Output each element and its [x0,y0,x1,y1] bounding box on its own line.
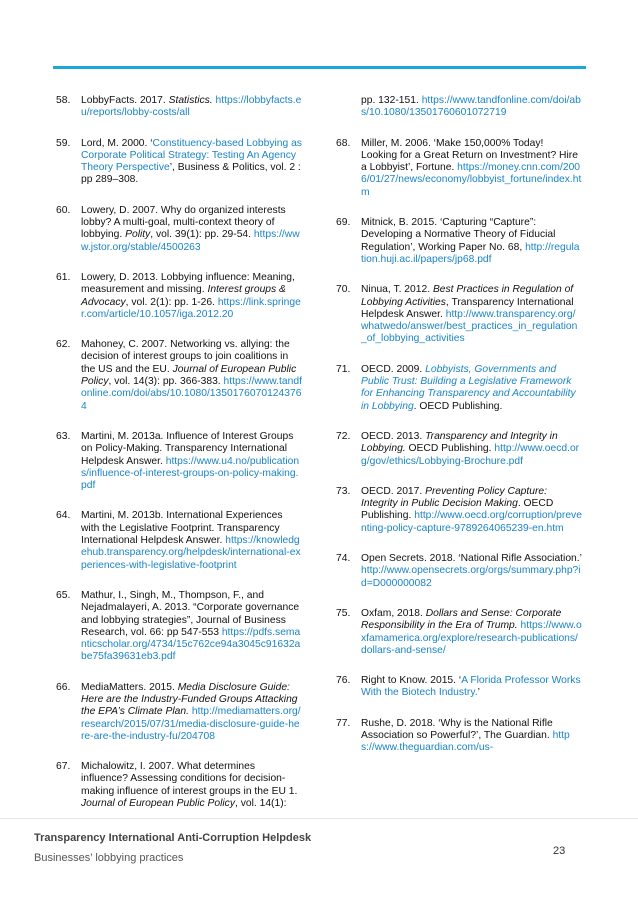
reference-number: 65. [56,589,71,601]
reference-text: Lowery, D. 2013. Lobbying influence: Meaning, measurement and missing. [81,271,295,296]
reference-title: Statistics. [168,95,213,106]
reference-item [336,431,582,468]
reference-link[interactable]: https://knowledgehub.transparency.org/helpdesk/international-experiences-with-legislative-footprint [81,535,301,571]
reference-title: Transparency and Integrity in Lobbying. [361,430,558,455]
reference-title: Best Practices in Regulation of Lobbying Activities [361,284,574,308]
reference-text: , vol. 39(1): pp. 29-54. [150,229,254,241]
reference-link[interactable]: https://www.tandfonline.com/doi/abs/10.1080/13501760701243764 [81,376,302,412]
reference-item [56,510,302,571]
reference-item [336,138,582,199]
reference-link[interactable]: http://mediamatters.org/research/2015/07/31/media-disclosure-guide-here-are-the-industry-fu/204708 [81,706,301,742]
reference-item [336,553,582,590]
reference-link[interactable]: http://www.transparency.org/whatwedo/answer/best_practices_in_regulation_of_lobbying_activities [361,308,578,345]
reference-item [56,339,302,413]
reference-text: , vol. 14(1): [234,798,287,810]
reference-link[interactable]: https://www.u4.no/publications/influence-of-interest-groups-on-policy-making.pdf [81,455,300,492]
reference-text: Michalowitz, I. 2007. What determines influence? Assessing conditions for decision-making influence of interest groups in the EU 1. [81,761,298,797]
reference-text: Lowery, D. 2007. Why do organized interests lobby? A multi-goal, multi-context theory of lobbying. [81,204,286,241]
reference-text: OECD. 2009. [361,363,426,375]
reference-item [56,761,302,810]
reference-text: Mathur, I., Singh, M., Thompson, F., and Nejadmalayeri, A. 2013. “Corporate governance and lobbying strategies”, Journal of Business Research, vol. 66: pp 547-553 [81,589,300,638]
reference-title: Journal of European Public Policy [81,798,235,810]
reference-link[interactable]: http://www.oecd.org/gov/ethics/Lobbying-Brochure.pdf [361,443,580,467]
reference-number: 68. [336,137,351,149]
reference-number: 77. [336,717,351,729]
reference-item [336,95,582,120]
reference-item [56,431,302,492]
header-rule [53,66,586,69]
reference-link[interactable]: https://www.tandfonline.com/doi/abs/10.1080/13501760601072719 [361,95,581,119]
reference-number: 74. [336,553,351,565]
reference-number: 63. [56,430,71,442]
footer-document-title: Businesses’ lobbying practices [34,852,184,864]
reference-number: 62. [56,339,71,351]
reference-text: Rushe, D. 2018. ‘Why is the National Rifle Association so Powerful?’, The Guardian. [361,717,553,741]
footer-organization: Transparency International Anti-Corruption Helpdesk [34,832,312,844]
reference-link[interactable]: https://www.jstor.org/stable/4500263 [81,229,300,253]
reference-linked-title[interactable]: Lobbyists, Governments and Public Trust: Building a Legislative Framework for Enhancing Transparency and Accountability in Lobbying [361,363,576,412]
reference-text: Ninua, T. 2012. [361,284,433,296]
reference-link[interactable]: http://www.opensecrets.org/orgs/summary.php?id=D000000082 [361,565,581,589]
reference-item [336,284,582,345]
reference-text: , vol. 2(1): pp. 1-26. [125,296,218,308]
reference-title: Polity [125,229,151,241]
reference-link[interactable]: http://regulation.huji.ac.il/papers/jp68.pdf [361,241,580,265]
reference-text: Lord, M. 2000. ‘ [81,137,153,149]
reference-text: Mahoney, C. 2007. Networking vs. allying: the decision of interest groups to join coalitions in the US and the EU. [81,339,290,375]
reference-text: ’ [477,687,480,699]
reference-text: Open Secrets. 2018. ‘National Rifle Association.’ [361,553,582,565]
reference-item [56,272,302,321]
reference-number: 60. [56,204,71,216]
reference-text: Martini, M. 2013a. Influence of Interest Groups on Policy-Making. Transparency International Helpdesk Answer. [81,430,294,467]
reference-text: Miller, M. 2006. ‘Make 150,000% Today! Looking for a Great Return on Investment? Hire a Lobbyist’, Fortune. [361,137,578,174]
reference-text: , Transparency International Helpdesk Answer. [361,296,574,320]
reference-text: Oxfam, 2018. [361,607,426,619]
reference-number: 58. [56,95,71,106]
reference-number: 61. [56,271,71,283]
reference-title: Media Disclosure Guide: Here are the Industry-Funded Groups Attacking the EPA’s Climate Plan. [81,681,298,718]
reference-title: Journal of European Public Policy [81,363,297,388]
reference-text: Martini, M. 2013b. International Experiences with the Legislative Footprint. Transparency International Helpdesk Answer. [81,510,283,547]
reference-text: LobbyFacts. 2017. [81,95,169,106]
reference-text: Mitnick, B. 2015. ‘Capturing “Capture”: Developing a Normative Theory of Fiducial Regulation’, Working Paper No. 68, [361,217,556,253]
page-number: 23 [553,845,566,857]
reference-item [336,217,582,266]
reference-text: MediaMatters. 2015. [81,681,178,693]
reference-item [56,95,302,120]
reference-item [56,682,302,743]
reference-link[interactable]: https://pdfs.semanticscholar.org/4734/15c762ce94a3045c91632abe75fa39631eb3.pdf [81,626,301,663]
reference-item [336,675,582,700]
reference-item [336,486,582,535]
reference-text: ’, Business & Politics, vol. 2 : pp 289–308. [81,162,301,186]
references-column-left [56,95,302,828]
reference-number: 72. [336,430,351,442]
reference-text: Right to Know. 2015. ‘ [361,675,462,687]
reference-number: 71. [336,363,351,375]
reference-text: pp. 132-151. [361,95,422,106]
reference-linked-title[interactable]: Constituency-based Lobbying as Corporate Political Strategy: Testing An Agency Theory Perspective [81,137,302,174]
reference-link[interactable]: https://link.springer.com/article/10.1057/iga.2012.20 [81,296,301,320]
reference-text: OECD. 2017. [361,485,426,497]
reference-number: 75. [336,607,351,619]
reference-item [56,138,302,187]
reference-text: OECD. 2013. [361,430,426,442]
reference-number: 66. [56,681,71,693]
reference-title: Preventing Policy Capture: Integrity in Public Decision Making [361,485,548,510]
reference-link[interactable]: https://money.cnn.com/2006/01/27/news/economy/lobbyist_fortune/index.htm [361,162,582,198]
reference-text: . OECD Publishing. [361,498,554,522]
reference-text: , vol. 14(3): pp. 366-383. [108,376,224,388]
footer-rule [0,818,638,819]
reference-text: OECD Publishing. [405,443,495,455]
reference-item [336,364,582,413]
reference-link[interactable]: https://www.oxfamamerica.org/explore/research-publications/dollars-and-sense/ [361,620,582,656]
reference-title: Interest groups & Advocacy [81,284,286,308]
reference-text: . OECD Publishing. [413,400,503,412]
reference-number: 73. [336,485,351,497]
reference-number: 70. [336,284,351,296]
reference-item [336,718,582,755]
reference-title: Dollars and Sense: Corporate Responsibility in the Era of Trump. [361,607,562,632]
reference-number: 64. [56,510,71,522]
reference-number: 76. [336,675,351,687]
reference-number: 69. [336,217,351,229]
reference-link[interactable]: https://lobbyfacts.eu/reports/lobby-costs/all [81,95,302,119]
reference-link[interactable]: https://www.theguardian.com/us- [361,729,570,754]
reference-item [56,590,302,664]
reference-number: 67. [56,761,71,773]
reference-link[interactable]: http://www.oecd.org/corruption/preventing-policy-capture-9789264065239-en.htm [361,510,582,534]
reference-number: 59. [56,137,71,149]
references-column-right [336,95,582,773]
reference-item [336,608,582,657]
reference-linked-title[interactable]: A Florida Professor Works With the Biotech Industry. [361,675,581,699]
reference-item [56,205,302,254]
